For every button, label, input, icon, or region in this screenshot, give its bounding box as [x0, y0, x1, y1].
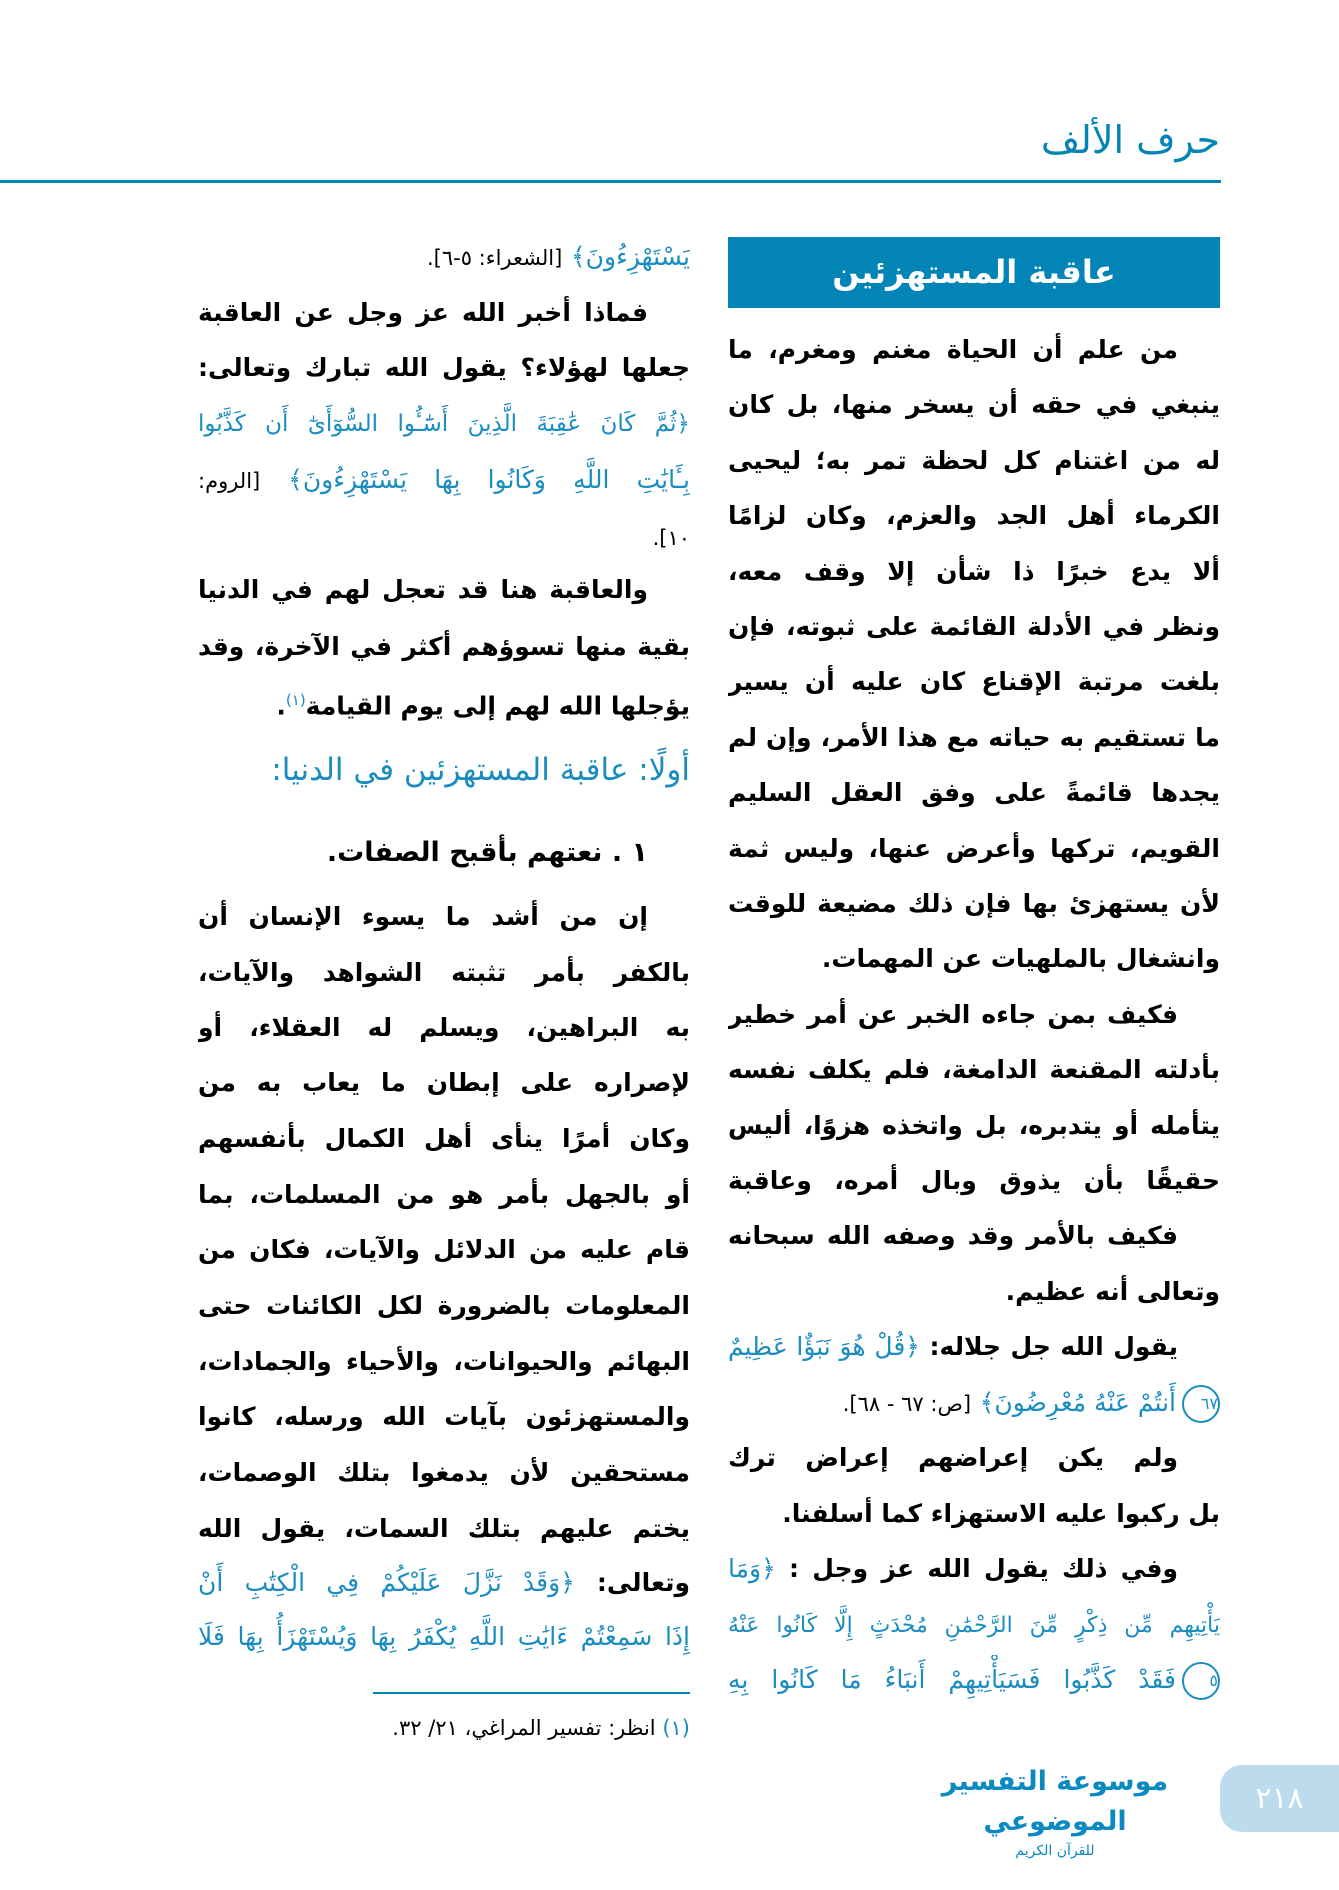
paragraph-line: ألا يدع خبرًا ذا شأن إلا وقف معه،: [728, 557, 1220, 586]
header-rule: [0, 180, 1221, 183]
quran-verse: ﴿وَمَا: [728, 1554, 776, 1583]
footnote-marker[interactable]: (١): [285, 691, 306, 709]
verse-number-ornament: ٦٧: [1182, 1385, 1220, 1423]
chapter-header: حرف الألف: [1040, 118, 1220, 162]
quran-verse: يَأْتِيهِم مِّن ذِكْرٍ مِّنَ الرَّحْمَٰنِ مُحْدَثٍ إِلَّا كَانُوا عَنْهُ: [728, 1613, 1220, 1638]
paragraph-line: [198, 232, 690, 282]
paragraph-line: [198, 455, 690, 505]
paragraph-line: لأن يستهزئ بها فإن ذلك مضيعة للوقت: [728, 889, 1220, 918]
paragraph-line: [728, 1378, 1220, 1428]
quran-verse: بِـَٔايَٰتِ اللَّهِ وَكَانُوا بِهَا يَسْتَهْزِءُونَ﴾: [288, 465, 690, 494]
paragraph-line: [198, 1558, 690, 1608]
paragraph-line: بالكفر بأمر تثبته الشواهد والآيات،: [198, 958, 690, 987]
verse-reference: ١٠].: [652, 526, 690, 550]
logo-subtitle: للقرآن الكريم: [1015, 1843, 1095, 1859]
quran-verse: أَنتُمْ عَنْهُ مُعْرِضُونَ﴾: [979, 1388, 1176, 1417]
paragraph-line: مستحقين لأن يدمغوا بتلك الوصمات،: [198, 1458, 690, 1487]
footnote-text: انظر: تفسير المراغي، ٢١/ ٣٢.: [392, 1716, 663, 1740]
paragraph-line: ينبغي في حقه أن يسخر منها، بل كان: [728, 390, 1220, 419]
footnote: [198, 1710, 690, 1746]
paragraph-line: وكان أمرًا ينأى أهل الكمال بأنفسهم: [198, 1124, 690, 1153]
subsection-heading: أولًا: عاقبة المستهزئين في الدنيا:: [271, 752, 690, 788]
paragraph-line: [728, 1655, 1220, 1705]
paragraph-line: يختم عليهم بتلك السمات، يقول الله: [198, 1514, 690, 1543]
paragraph-line: والعاقبة هنا قد تعجل لهم في الدنيا: [198, 575, 648, 604]
verse-reference: [الشعراء: ٥-٦].: [426, 246, 563, 270]
paragraph-line: وانشغال بالملهيات عن المهمات.: [821, 944, 1220, 973]
line-text: وتعالى:: [574, 1568, 690, 1597]
paragraph-line: والمستهزئون بآيات الله ورسله، كانوا: [198, 1402, 690, 1431]
verse-number-ornament: ٥: [1182, 1662, 1220, 1700]
paragraph-line: فكيف بالأمر وقد وصفه الله سبحانه: [728, 1221, 1178, 1250]
line-text: وفي ذلك يقول الله عز وجل :: [775, 1554, 1178, 1583]
paragraph-line: به البراهين، ويسلم له العقلاء، أو: [198, 1013, 690, 1042]
logo-title: موسوعة التفسير الموضوعي: [941, 1766, 1169, 1837]
paragraph-line: أو بالجهل بأمر هو من المسلمات، بما: [198, 1180, 690, 1209]
paragraph-line: بأدلته المقنعة الدامغة، فلم يكلف نفسه: [728, 1055, 1220, 1084]
paragraph-line: بل ركبوا عليه الاستهزاء كما أسلفنا.: [782, 1499, 1220, 1528]
quran-verse: فَقَدْ كَذَّبُوا فَسَيَأْتِيهِمْ أَنبَاءُ مَا كَانُوا بِهِ: [728, 1665, 1176, 1694]
paragraph-line: [728, 1322, 1220, 1372]
paragraph-line: من علم أن الحياة مغنم ومغرم، ما: [728, 335, 1178, 364]
paragraph-line: [198, 398, 690, 448]
paragraph-line: الكرماء أهل الجد والعزم، وكان لزامًا: [728, 501, 1220, 530]
paragraph-line: [198, 675, 690, 725]
verse-reference: [الروم:: [198, 469, 261, 493]
paragraph-line: [728, 1599, 1220, 1649]
paragraph-line: القويم، تركها وأعرض عنها، وليس ثمة: [728, 834, 1220, 863]
line-text: يؤجلها الله لهم إلى يوم القيامة: [305, 691, 690, 721]
quran-verse: ﴿قُلْ هُوَ نَبَؤٌا عَظِيمٌ: [728, 1332, 920, 1361]
line-text: .: [276, 691, 286, 721]
paragraph-line: جعلها لهؤلاء؟ يقول الله تبارك وتعالى:: [198, 353, 690, 382]
paragraph-line: فكيف بمن جاءه الخبر عن أمر خطير: [728, 1000, 1178, 1029]
footnote-number: (١): [662, 1716, 690, 1740]
paragraph-line: إن من أشد ما يسوء الإنسان أن: [198, 902, 648, 931]
paragraph-line: فماذا أخبر الله عز وجل عن العاقبة: [198, 298, 648, 327]
paragraph-line: البهائم والحيوانات، والأحياء والجمادات،: [198, 1347, 690, 1376]
quran-verse: يَسْتَهْزِءُونَ﴾: [571, 242, 690, 271]
paragraph-line: [198, 1612, 690, 1662]
footnote-rule: [373, 1692, 690, 1694]
verse-reference: [ص: ٦٧ - ٦٨].: [842, 1392, 972, 1416]
page-number: ٢١٨: [1220, 1765, 1339, 1832]
paragraph-line: [198, 512, 690, 562]
paragraph-line: لإصراره على إبطان ما يعاب به من: [198, 1068, 690, 1097]
paragraph-line: بلغت مرتبة الإقناع كان عليه أن يسير: [728, 667, 1220, 696]
quran-verse: ﴿ثُمَّ كَانَ عَٰقِبَةَ الَّذِينَ أَسَٰٓـُٔوا السُّوٓأَىٰٓ أَن كَذَّبُوا: [198, 411, 690, 437]
encyclopedia-logo: [930, 1762, 1180, 1860]
section-title: عاقبة المستهزئين: [728, 237, 1220, 308]
paragraph-line: قام عليه من الدلائل والآيات، فكان من: [198, 1235, 690, 1264]
paragraph-line: ولم يكن إعراضهم إعراض ترك: [728, 1443, 1178, 1472]
paragraph-line: بقية منها تسوؤهم أكثر في الآخرة، وقد: [198, 632, 690, 661]
paragraph-line: حقيقًا بأن يذوق وبال أمره، وعاقبة: [728, 1166, 1220, 1195]
line-text: يقول الله جل جلاله:: [919, 1332, 1178, 1361]
numbered-heading: ١ . نعتهم بأقبح الصفات.: [326, 837, 648, 868]
paragraph-line: له من اغتنام كل لحظة تمر به؛ ليحيى: [728, 446, 1220, 475]
quran-verse: إِذَا سَمِعْتُمْ ءَايَٰتِ اللَّهِ يُكْفَرُ بِهَا وَيُسْتَهْزَأُ بِهَا فَلَا: [198, 1622, 690, 1651]
quran-verse: ﴿وَقَدْ نَزَّلَ عَلَيْكُمْ فِي الْكِتَٰبِ أَنْ: [198, 1568, 575, 1597]
paragraph-line: المعلومات بالضرورة لكل الكائنات حتى: [198, 1291, 690, 1320]
paragraph-line: ونظر في الأدلة القائمة على ثبوته، فإن: [728, 612, 1220, 641]
paragraph-line: وتعالى أنه عظيم.: [1005, 1277, 1220, 1306]
paragraph-line: يتأمله أو يتدبره، بل واتخذه هزوًا، أليس: [728, 1111, 1220, 1140]
paragraph-line: [728, 1544, 1220, 1594]
paragraph-line: يجدها قائمةً على وفق العقل السليم: [728, 778, 1220, 807]
paragraph-line: ما تستقيم به حياته مع هذا الأمر، وإن لم: [728, 723, 1220, 752]
